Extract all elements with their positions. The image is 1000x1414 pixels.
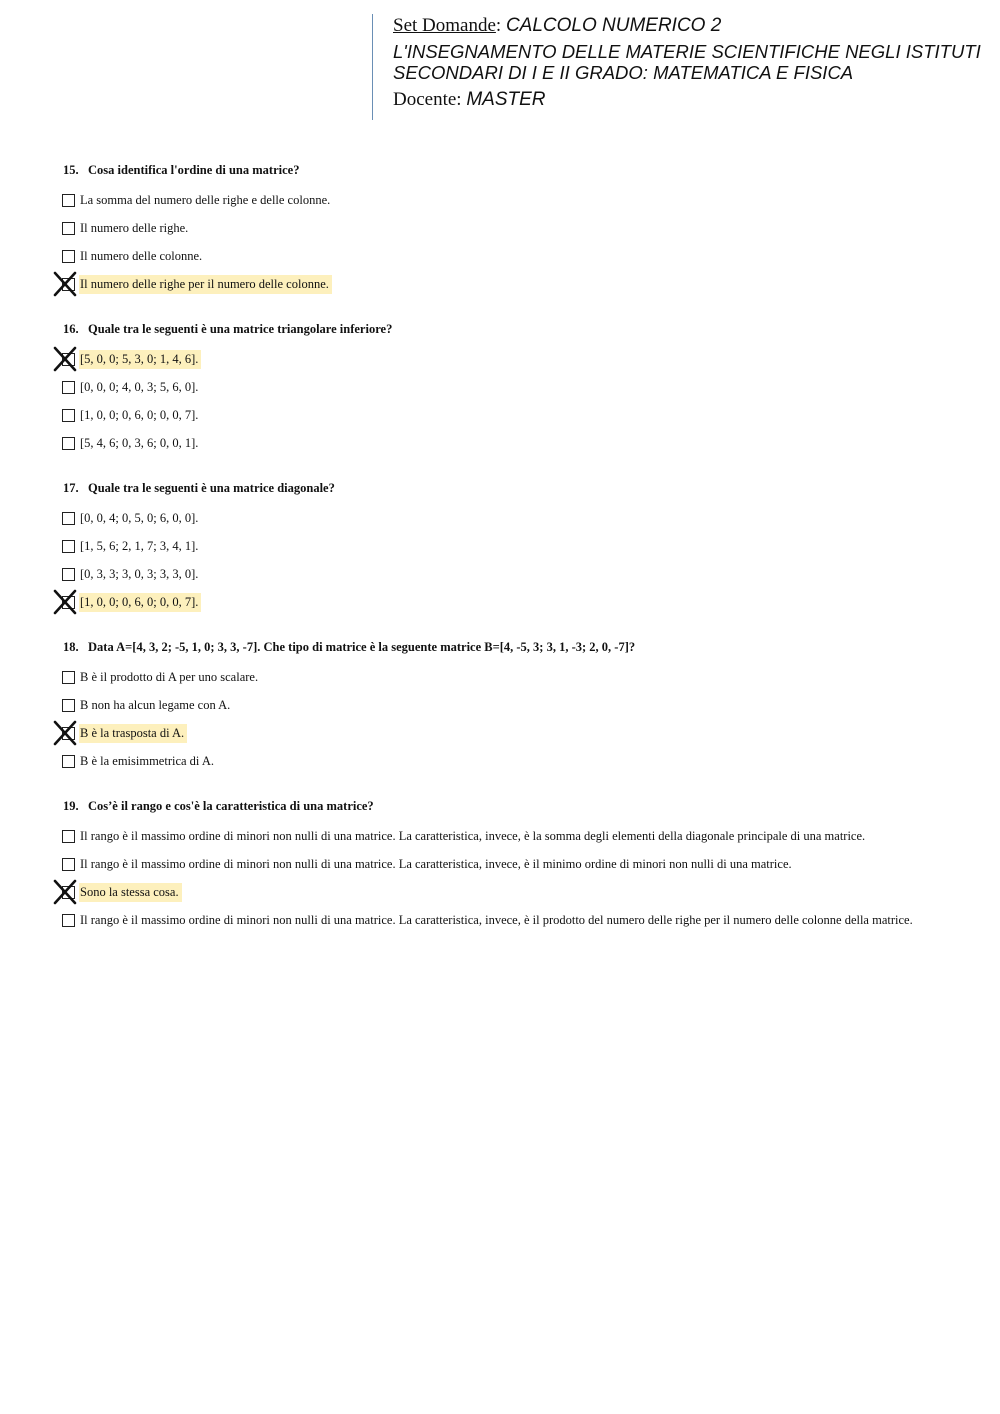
- answer-option[interactable]: [62, 242, 982, 270]
- answer-text: Il rango è il massimo ordine di minori non nulli di una matrice. La caratteristica, invece, è il prodotto del numero delle righe per il numero delle colonne della matrice.: [80, 912, 913, 927]
- answer-option[interactable]: [62, 878, 982, 906]
- answer-option[interactable]: [62, 850, 982, 878]
- x-mark-icon: [53, 272, 77, 296]
- answer-text: [0, 0, 4; 0, 5, 0; 6, 0, 0].: [80, 510, 199, 525]
- question-number: 16.: [63, 322, 79, 336]
- checkbox[interactable]: [62, 194, 75, 207]
- question-list: [62, 160, 982, 955]
- answer-text: Il rango è il massimo ordine di minori non nulli di una matrice. La caratteristica, invece, è il minimo ordine di minori non nulli di una matrice.: [80, 856, 792, 871]
- document-header: [372, 14, 992, 120]
- set-separator: :: [495, 15, 502, 36]
- answer-text: Il numero delle righe.: [80, 220, 189, 235]
- checked-checkbox[interactable]: [62, 727, 75, 740]
- x-mark-icon: [53, 590, 77, 614]
- checkbox[interactable]: [62, 437, 75, 450]
- answer-text: B è il prodotto di A per uno scalare.: [80, 669, 259, 684]
- question-label: Cos’è il rango e cos'è la caratteristica di una matrice?: [88, 799, 374, 813]
- answer-text: B è la emisimmetrica di A.: [80, 753, 214, 768]
- question-18: [62, 637, 982, 775]
- set-line: [393, 14, 992, 37]
- checkbox[interactable]: [62, 540, 75, 553]
- answer-option[interactable]: [62, 588, 982, 616]
- answer-option[interactable]: [62, 691, 982, 719]
- course-title-line-1: L'INSEGNAMENTO DELLE MATERIE SCIENTIFICHE NEGLI ISTITUTI: [393, 41, 981, 62]
- question-text: [63, 478, 982, 498]
- checkbox[interactable]: [62, 858, 75, 871]
- answer-option[interactable]: [62, 214, 982, 242]
- answer-option[interactable]: [62, 822, 982, 850]
- selected-answer-text: [1, 0, 0; 0, 6, 0; 0, 0, 7].: [79, 593, 201, 612]
- question-19: [62, 796, 982, 934]
- answer-option[interactable]: [62, 504, 982, 532]
- answer-option[interactable]: [62, 747, 982, 775]
- checkbox[interactable]: [62, 830, 75, 843]
- checkbox[interactable]: [62, 755, 75, 768]
- selected-answer-text: [5, 0, 0; 5, 3, 0; 1, 4, 6].: [79, 350, 201, 369]
- x-mark-icon: [53, 347, 77, 371]
- answer-text: La somma del numero delle righe e delle colonne.: [80, 192, 331, 207]
- checkbox[interactable]: [62, 914, 75, 927]
- question-17: [62, 478, 982, 616]
- answer-option[interactable]: [62, 373, 982, 401]
- question-number: 19.: [63, 799, 79, 813]
- checkbox[interactable]: [62, 222, 75, 235]
- checkbox[interactable]: [62, 512, 75, 525]
- question-label: Quale tra le seguenti è una matrice diagonale?: [88, 481, 335, 495]
- question-16: [62, 319, 982, 457]
- answer-option[interactable]: [62, 429, 982, 457]
- answer-text: [0, 3, 3; 3, 0, 3; 3, 3, 0].: [80, 566, 199, 581]
- checkbox[interactable]: [62, 250, 75, 263]
- answer-option[interactable]: [62, 719, 982, 747]
- selected-answer-text: Il numero delle righe per il numero delle colonne.: [79, 275, 332, 294]
- answer-option[interactable]: [62, 401, 982, 429]
- answer-text: Il numero delle colonne.: [80, 248, 203, 263]
- checkbox[interactable]: [62, 699, 75, 712]
- answer-text: Il rango è il massimo ordine di minori non nulli di una matrice. La caratteristica, invece, è la somma degli elementi della diagonale principale di una matrice.: [80, 828, 866, 843]
- answer-option[interactable]: [62, 663, 982, 691]
- answer-option[interactable]: [62, 345, 982, 373]
- question-number: 18.: [63, 640, 79, 654]
- checked-checkbox[interactable]: [62, 886, 75, 899]
- answer-text: [0, 0, 0; 4, 0, 3; 5, 6, 0].: [80, 379, 199, 394]
- set-title: CALCOLO NUMERICO 2: [505, 15, 722, 36]
- question-text: [63, 160, 982, 180]
- checked-checkbox[interactable]: [62, 596, 75, 609]
- checkbox[interactable]: [62, 671, 75, 684]
- answer-text: [5, 4, 6; 0, 3, 6; 0, 0, 1].: [80, 435, 199, 450]
- x-mark-icon: [53, 721, 77, 745]
- question-text: [63, 796, 982, 816]
- teacher-line: [393, 88, 992, 111]
- teacher-name: MASTER: [466, 89, 546, 110]
- question-label: Quale tra le seguenti è una matrice triangolare inferiore?: [88, 322, 393, 336]
- question-label: Cosa identifica l'ordine di una matrice?: [88, 163, 300, 177]
- question-label: Data A=[4, 3, 2; -5, 1, 0; 3, 3, -7]. Che tipo di matrice è la seguente matrice B=[4, -5, 3; 3, 1, -3; 2, 0, -7]?: [88, 640, 636, 654]
- selected-answer-text: Sono la stessa cosa.: [79, 883, 182, 902]
- course-title-line-2: SECONDARI DI I E II GRADO: MATEMATICA E FISICA: [393, 62, 854, 83]
- answer-option[interactable]: [62, 560, 982, 588]
- answer-text: [1, 5, 6; 2, 1, 7; 3, 4, 1].: [80, 538, 199, 553]
- question-text: [63, 319, 982, 339]
- answer-option[interactable]: [62, 186, 982, 214]
- checked-checkbox[interactable]: [62, 353, 75, 366]
- checkbox[interactable]: [62, 409, 75, 422]
- question-number: 17.: [63, 481, 79, 495]
- answer-text: [1, 0, 0; 0, 6, 0; 0, 0, 7].: [80, 407, 199, 422]
- answer-option[interactable]: [62, 906, 982, 934]
- checkbox[interactable]: [62, 568, 75, 581]
- set-label: Set Domande: [393, 15, 496, 36]
- checked-checkbox[interactable]: [62, 278, 75, 291]
- question-text: [63, 637, 982, 657]
- question-number: 15.: [63, 163, 79, 177]
- question-15: [62, 160, 982, 298]
- answer-option[interactable]: [62, 532, 982, 560]
- selected-answer-text: B è la trasposta di A.: [79, 724, 187, 743]
- checkbox[interactable]: [62, 381, 75, 394]
- teacher-label: Docente:: [393, 89, 462, 110]
- x-mark-icon: [53, 880, 77, 904]
- answer-text: B non ha alcun legame con A.: [80, 697, 231, 712]
- answer-option[interactable]: [62, 270, 982, 298]
